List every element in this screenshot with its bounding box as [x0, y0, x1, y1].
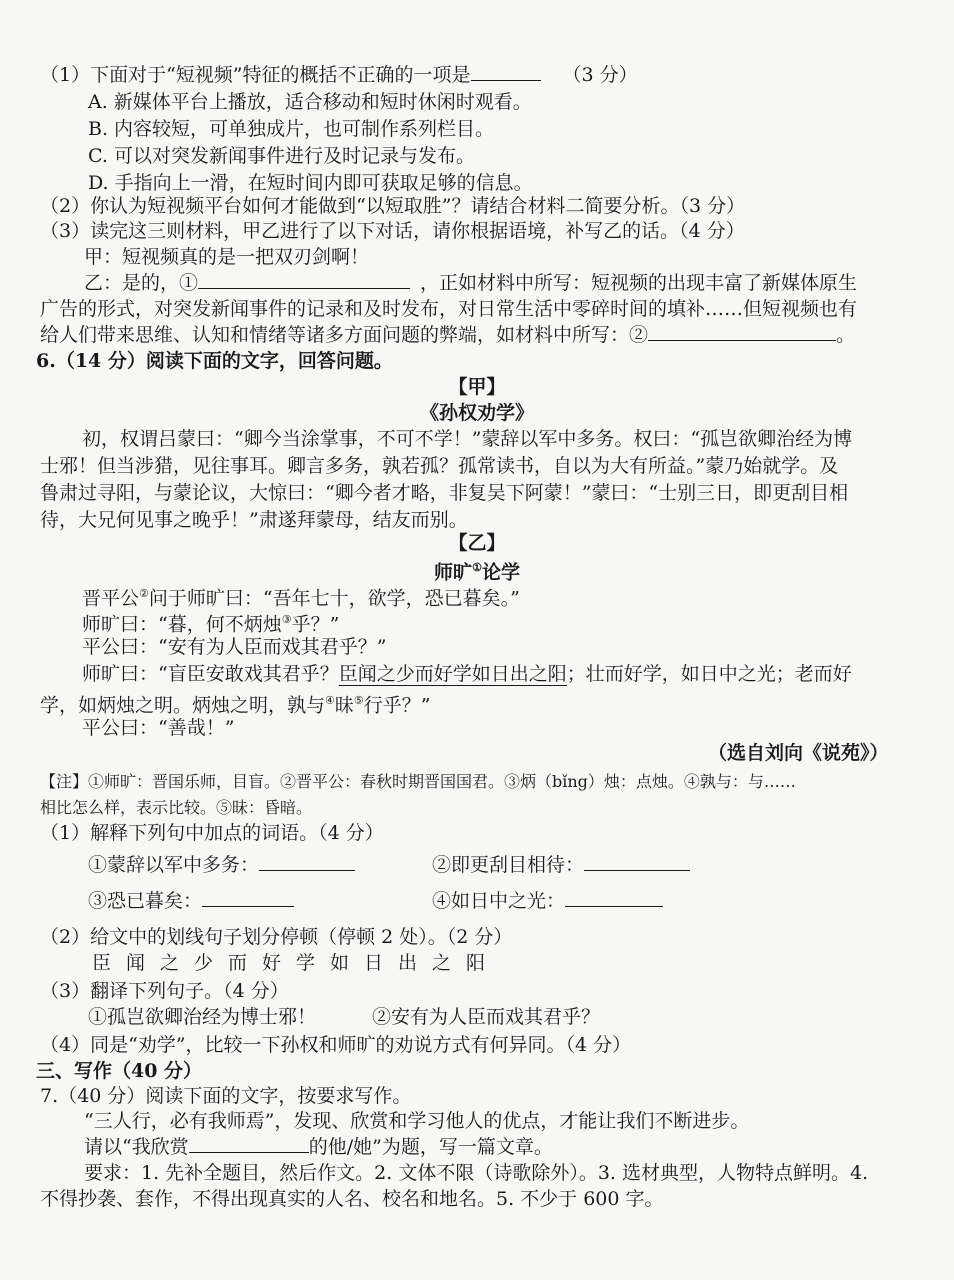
q6-yi-line6: 平公曰：“善哉！”	[82, 717, 235, 739]
q6-yi-line2	[82, 607, 339, 637]
q7-quote: “三人行，必有我师焉”，发现、欣赏和学习他人的优点，才能让我们不断进步。	[84, 1110, 750, 1132]
text: 问于师旷曰：“吾年七十，欲学，恐已暮矣。”	[148, 587, 520, 610]
q5-option-b: B. 内容较短，可单独成片，也可制作系列栏目。	[88, 118, 495, 140]
q6-source: （选自刘向《说苑》）	[708, 742, 889, 764]
text: ③恐已暮矣：	[88, 890, 203, 912]
q5-dialog-jia: 甲：短视频真的是一把双刃剑啊！	[84, 246, 370, 268]
text: 乎？”	[291, 613, 340, 636]
q6-sub1-c	[88, 888, 294, 914]
answer-blank[interactable]	[198, 270, 410, 289]
q5-sub1-stem-line	[40, 62, 638, 88]
q6-jia-line: 士邪！但当涉猎，见往事耳。卿言多务，孰若孤？孤常读书，自以为大有所益。”蒙乃始就学。及	[40, 455, 839, 477]
text: ；壮而好学，如日中之光；老而好	[566, 663, 852, 685]
q6-jia-line: 待，大兄何见事之晚乎！”肃遂拜蒙母，结友而别。	[40, 509, 468, 531]
answer-blank[interactable]	[471, 62, 541, 81]
q6-jia-line: 鲁肃过寻阳，与蒙论议，大惊曰：“卿今者才略，非复吴下阿蒙！”蒙曰：“士别三日，即更刮目相	[40, 482, 849, 504]
answer-blank[interactable]	[565, 888, 663, 907]
q6-sub1-stem: （1）解释下列句中加点的词语。（4 分）	[40, 822, 384, 844]
footnote-mark: ③	[281, 613, 292, 626]
q5-option-d: D. 手指向上一滑，在短时间内即可获取足够的信息。	[88, 172, 533, 194]
answer-blank[interactable]	[648, 322, 836, 341]
q6-jia-title: 《孙权劝学》	[419, 402, 534, 424]
q6-sub3-b: ②安有为人臣而戏其君乎？	[372, 1006, 601, 1028]
q6-sub1-b	[432, 852, 690, 878]
text: 学，如炳烛之明。炳烛之明，孰与	[40, 694, 326, 717]
q6-note-line2: 相比怎么样，表示比较。⑤昧：昏暗。	[40, 798, 313, 817]
q7-stem: 7.（40 分）阅读下面的文字，按要求写作。	[40, 1085, 412, 1107]
text: 的他/她”为题，写一篇文章。	[308, 1136, 553, 1158]
q6-yi-label: 【乙】	[448, 532, 506, 554]
q6-sub3-stem: （3）翻译下列句子。（4 分）	[40, 980, 289, 1002]
text: 师旷曰：“暮，何不炳烛	[82, 613, 282, 636]
text: ②即更刮目相待：	[432, 854, 585, 876]
q5-yi-line3a: 给人们带来思维、认知和情绪等诸多方面问题的弊端，如材料中所写：②	[40, 324, 649, 346]
part3-header: 三、写作（40 分）	[36, 1060, 203, 1082]
text: ④如日中之光：	[432, 890, 566, 912]
q6-yi-title-b: 论学	[481, 561, 520, 584]
q6-jia-line: 初，权谓吕蒙曰：“卿今当涂掌事，不可不学！”蒙辞以军中多务。权曰：“孤岂欲卿治经为博	[82, 428, 853, 450]
footnote-mark: ⑤	[353, 694, 364, 707]
q6-sub4: （4）同是“劝学”，比较一下孙权和师旷的劝说方式有何异同。（4 分）	[40, 1034, 632, 1056]
q5-yi-line2: 广告的形式，对突发新闻事件的记录和及时发布，对日常生活中零碎时间的填补……但短视频也有	[40, 298, 858, 320]
q6-yi-line4	[82, 661, 852, 687]
text: 师旷曰：“盲臣安敢戏其君乎？	[82, 663, 339, 685]
footnote-mark: ②	[139, 587, 149, 600]
q7-requirements-line1: 要求：1. 先补全题目，然后作文。2. 文体不限（诗歌除外）。3. 选材典型，人物特点鲜明。4.	[84, 1162, 869, 1184]
q5-option-a: A. 新媒体平台上播放，适合移动和短时休闲时观看。	[88, 91, 532, 113]
q5-sub2: （2）你认为短视频平台如何才能做到“以短取胜”？请结合材料二简要分析。（3 分）	[40, 195, 746, 217]
text: 晋平公	[82, 587, 140, 610]
text: 昧	[334, 694, 354, 717]
answer-blank[interactable]	[259, 852, 355, 871]
q6-note-line1: 【注】①师旷：晋国乐师，目盲。②晋平公：春秋时期晋国国君。③炳（bǐng）烛：点烛。④孰与：与……	[40, 772, 796, 791]
q6-yi-line3: 平公曰：“安有为人臣而戏其君乎？”	[82, 636, 387, 658]
q5-dialog-yi-line1	[84, 270, 857, 296]
q5-sub1-stem: （1）下面对于“短视频”特征的概括不正确的一项是	[40, 64, 471, 86]
text: ①蒙辞以军中多务：	[88, 854, 260, 876]
q6-header: 6.（14 分）阅读下面的文字，回答问题。	[36, 350, 393, 372]
q7-prompt	[84, 1134, 553, 1160]
answer-blank[interactable]	[584, 852, 690, 871]
q5-sub3-stem: （3）读完这三则材料，甲乙进行了以下对话，请你根据语境，补写乙的话。（4 分）	[40, 220, 745, 242]
q5-option-c: C. 可以对突发新闻事件进行及时记录与发布。	[88, 145, 475, 167]
q5-yi-line3	[40, 322, 855, 348]
footnote-mark: ④	[325, 694, 335, 707]
q6-yi-line5	[40, 688, 431, 718]
q6-sub1-d	[432, 888, 663, 914]
answer-blank[interactable]	[202, 888, 294, 907]
q6-jia-label: 【甲】	[448, 376, 506, 398]
q5-yi-line3b: 。	[836, 324, 856, 346]
title-blank[interactable]	[189, 1134, 309, 1153]
q5-yi-a: 乙：是的，①	[84, 272, 199, 294]
q6-sub2-stem: （2）给文中的划线句子划分停顿（停顿 2 处）。（2 分）	[40, 926, 513, 948]
q6-yi-title-a: 师旷	[434, 561, 473, 584]
underlined-sentence: 臣闻之少而好学如日出之阳	[338, 663, 567, 685]
q6-sub3-a: ①孤岂欲卿治经为博士邪！	[88, 1006, 317, 1028]
q6-sub1-a	[88, 852, 355, 878]
footnote-mark: ①	[472, 561, 482, 574]
q7-requirements-line2: 不得抄袭、套作，不得出现真实的人名、校名和地名。5. 不少于 600 字。	[40, 1188, 664, 1210]
text: 请以“我欣赏	[84, 1136, 189, 1158]
q6-sub2-sentence: 臣闻之少而好学如日出之阳	[92, 952, 501, 974]
q5-sub1-score: （3 分）	[562, 64, 638, 86]
text: 行乎？”	[363, 694, 431, 717]
q5-yi-b: ，正如材料中所写：短视频的出现丰富了新媒体原生	[420, 272, 858, 294]
